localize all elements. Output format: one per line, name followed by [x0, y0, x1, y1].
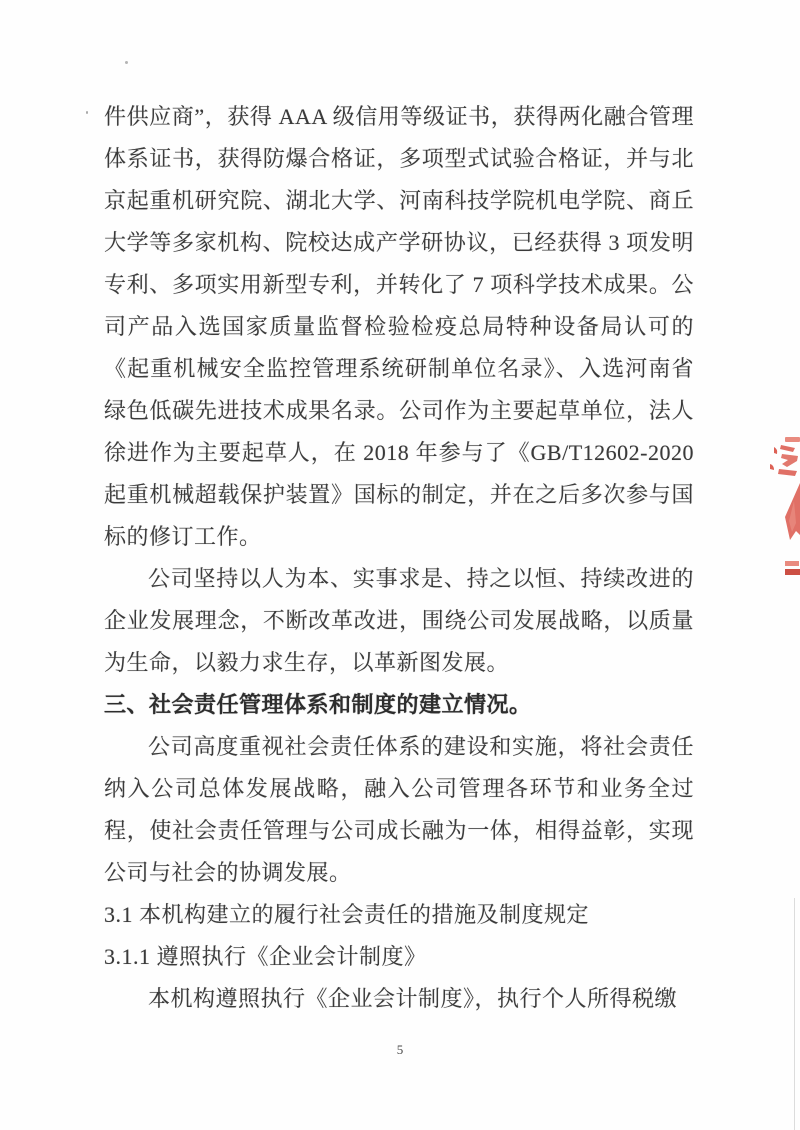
red-stamp-fragment [768, 433, 800, 585]
text-line: 本机构遵照执行《企业会计制度》，执行个人所得税缴 [148, 986, 678, 1011]
text-line: 公司与社会的协调发展。 [104, 860, 352, 885]
text-line: 企业发展理念，不断改革改进，围绕公司发展战略，以质量 [104, 608, 694, 633]
text-line: 为生命，以毅力求生存，以革新图发展。 [104, 650, 510, 675]
text-line: 起重机械超载保护装置》国标的制定，并在之后多次参与国 [104, 482, 694, 507]
text-line: 公司高度重视社会责任体系的建设和实施，将社会责任 [148, 734, 694, 759]
body-text [104, 96, 694, 1020]
scan-edge-line [794, 898, 795, 1130]
text-line: 司产品入选国家质量监督检验检疫总局特种设备局认可的 [104, 314, 694, 339]
text-line: 公司坚持以人为本、实事求是、持之以恒、持续改进的 [148, 566, 694, 591]
text-line: 徐进作为主要起草人，在 2018 年参与了《GB/T12602-2020 [104, 440, 694, 465]
subsection-heading: 3.1.1 遵照执行《企业会计制度》 [104, 944, 427, 969]
page-number: 5 [396, 1042, 404, 1057]
section-heading: 三、社会责任管理体系和制度的建立情况。 [104, 692, 532, 717]
text-line: 《起重机械安全监控管理系统研制单位名录》、入选河南省 [104, 356, 694, 381]
scan-speck [125, 61, 128, 64]
text-line: 体系证书，获得防爆合格证，多项型式试验合格证，并与北 [104, 146, 694, 171]
text-line: 绿色低碳先进技术成果名录。公司作为主要起草单位，法人 [104, 398, 694, 423]
stamp-icon [768, 433, 800, 585]
text-line: 件供应商”，获得 AAA 级信用等级证书，获得两化融合管理 [104, 104, 694, 129]
subsection-heading: 3.1 本机构建立的履行社会责任的措施及制度规定 [104, 902, 590, 927]
text-line: 标的修订工作。 [104, 524, 262, 549]
text-line: 纳入公司总体发展战略，融入公司管理各环节和业务全过 [104, 776, 694, 801]
text-line: 专利、多项实用新型专利，并转化了 7 项科学技术成果。公 [104, 272, 694, 297]
scan-speck [86, 111, 88, 114]
text-line: 大学等多家机构、院校达成产学研协议，已经获得 3 项发明 [104, 230, 694, 255]
text-line: 京起重机研究院、湖北大学、河南科技学院机电学院、商丘 [104, 188, 694, 213]
text-line: 程，使社会责任管理与公司成长融为一体，相得益彰，实现 [104, 818, 694, 843]
